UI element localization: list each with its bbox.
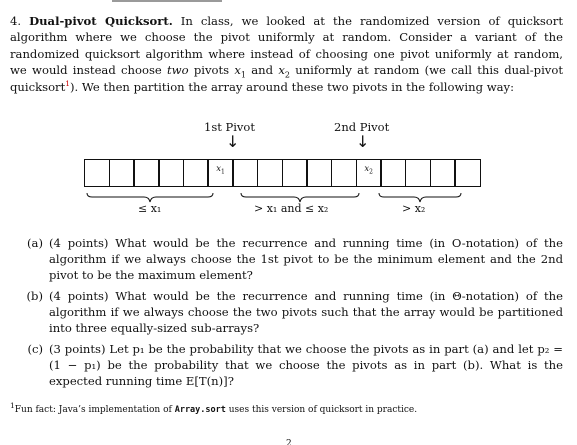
pivot-2-arrow-icon: ↓: [356, 132, 370, 151]
pivot-1-arrow-icon: ↓: [226, 132, 240, 151]
problem-statement: [10, 13, 563, 95]
left-region-label: ≤ x₁: [138, 202, 162, 215]
page-number: 2: [286, 439, 292, 445]
header-rule: [112, 0, 222, 2]
part-tag: (c): [27, 342, 43, 356]
right-region-label: > x₂: [402, 202, 426, 215]
part-text: (4 points) What would be the recurrence and running time (in Θ-notation) of the algorithm if we always choose the two pivots such that the array would be partitioned into three equally-sized sub-arrays?: [49, 289, 563, 335]
part-text: (4 points) What would be the recurrence and running time (in O-notation) of the algorithm if we always choose the 1st pivot to be the minimum element and the 2nd pivot to be the maximum element?: [49, 236, 563, 282]
array-cell: [183, 159, 209, 187]
footnote-code: Array.sort: [174, 405, 226, 415]
part-text: (3 points) Let p₁ be the probability that we choose the pivots as in part (a) and let p₂ = (1 − p₁) be the probability that we choose the pivots as in part (b). What is the expected running time E[T(n)]?: [49, 342, 563, 388]
array-cell: [109, 159, 135, 187]
problem-number: 4.: [10, 14, 22, 28]
problem-title: Dual-pivot Quicksort.: [29, 14, 173, 28]
footnote-text-1: Fun fact: Java’s implementation of: [14, 405, 175, 415]
question-part-a: [10, 235, 563, 283]
pivot-1-label: 1st Pivot: [204, 120, 255, 134]
footnote: [10, 401, 418, 415]
question-part-c: [10, 341, 563, 389]
intro-text-1: In class, we looked at the randomized version of quicksort algorithm where we choose the pivot uniformly at random. Consider a variant of the randomized quicksort algorithm where instead of choosing one pivot uniformly at random, we would instead choose: [10, 14, 563, 78]
array-cell: [380, 159, 406, 187]
array-cell: [430, 159, 456, 187]
footnote-mark[interactable]: 1: [65, 78, 71, 88]
array-cell: [282, 159, 308, 187]
middle-region-label: > x₁ and ≤ x₂: [254, 202, 329, 215]
array-cell: [331, 159, 357, 187]
question-part-b: [10, 288, 563, 336]
array-cell-x2: $x_2$: [356, 159, 382, 187]
array-diagram: [84, 159, 479, 187]
intro-text-4: ). We then partition the array around these two pivots in the following way:: [70, 79, 514, 94]
part-tag: (b): [26, 289, 43, 303]
array-cell-x1: $x_1$: [207, 159, 233, 187]
intro-emphasis: two: [167, 63, 189, 78]
footnote-text-2: uses this version of quicksort in practice.: [225, 405, 418, 415]
array-cell: [133, 159, 159, 187]
intro-and: and: [246, 63, 279, 78]
math-x2: $x_2$: [278, 63, 290, 80]
array-cell: [257, 159, 283, 187]
intro-text-2: pivots: [188, 63, 235, 78]
array-cell: [405, 159, 431, 187]
part-tag: (a): [27, 236, 43, 250]
array-cell: [454, 159, 480, 187]
pivot-2-label: 2nd Pivot: [334, 120, 390, 134]
footnote-number: 1: [10, 401, 15, 410]
math-x1: $x_1$: [234, 63, 247, 80]
question-parts: [10, 235, 563, 394]
intro-text-3: uniformly at random (we call this dual-pivot quicksort: [10, 63, 563, 94]
array-cell: [84, 159, 110, 187]
array-cell: [232, 159, 258, 187]
array-cell: [306, 159, 332, 187]
array-cell: [158, 159, 184, 187]
